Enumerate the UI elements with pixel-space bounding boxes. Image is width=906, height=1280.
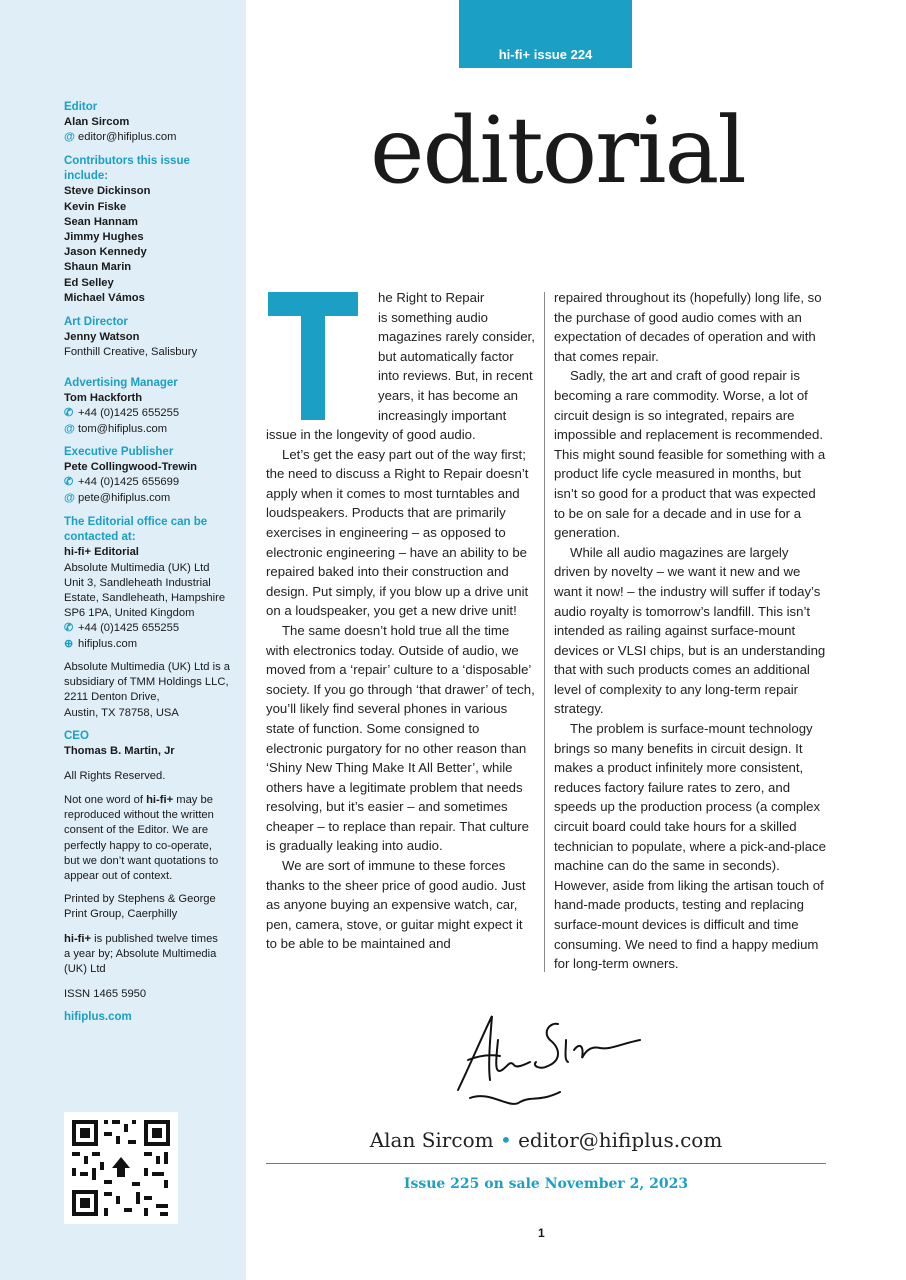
text-line: but automatically factor bbox=[378, 348, 514, 364]
qr-code[interactable] bbox=[64, 1112, 178, 1224]
notice-line: reproduced without the written bbox=[64, 809, 214, 822]
editor-sign-name: Alan Sircom bbox=[369, 1128, 494, 1152]
handwritten-signature bbox=[450, 1010, 650, 1125]
notice-line: may be bbox=[173, 794, 213, 806]
paragraph: issue in the longevity of good audio. bbox=[266, 427, 476, 442]
office-address-line: Estate, Sandleheath, Hampshire bbox=[64, 592, 226, 605]
advertising-block bbox=[64, 376, 239, 437]
page-number: 1 bbox=[538, 1226, 545, 1240]
subsidiary-line: Austin, TX 78758, USA bbox=[64, 706, 179, 719]
advertising-heading: Advertising Manager bbox=[64, 377, 178, 389]
editor-name: Alan Sircom bbox=[64, 116, 130, 129]
phone-icon: ✆ bbox=[64, 407, 74, 420]
art-director-org: Fonthill Creative, Salisbury bbox=[64, 346, 198, 359]
executive-phone: +44 (0)1425 655699 bbox=[78, 476, 180, 489]
ceo-heading: CEO bbox=[64, 730, 89, 742]
office-phone: +44 (0)1425 655255 bbox=[78, 622, 180, 635]
phone-icon: ✆ bbox=[64, 622, 74, 635]
text-line: years, it has become an bbox=[378, 387, 519, 403]
phone-icon: ✆ bbox=[64, 476, 74, 489]
advertising-name: Tom Hackforth bbox=[64, 392, 143, 405]
printed-line: Printed by Stephens & George bbox=[64, 893, 216, 905]
editor-email[interactable]: editor@hifiplus.com bbox=[78, 131, 177, 144]
contributors-block bbox=[64, 154, 239, 306]
office-block bbox=[64, 515, 239, 652]
office-heading-2: contacted at: bbox=[64, 531, 136, 544]
office-heading: The Editorial office can be bbox=[64, 516, 208, 528]
column-1 bbox=[266, 425, 536, 954]
contributor-name: Ed Selley bbox=[64, 276, 114, 289]
editor-heading: Editor bbox=[64, 101, 98, 113]
subsidiary-line: 2211 Denton Drive, bbox=[64, 691, 160, 704]
contributor-name: Michael Vámos bbox=[64, 291, 145, 304]
text-line: magazines rarely consider, bbox=[378, 329, 535, 345]
contributor-name: Sean Hannam bbox=[64, 215, 138, 228]
dropcap-wrap-lines bbox=[378, 288, 543, 425]
contributors-heading: Contributors this issue bbox=[64, 155, 190, 167]
paragraph: We are sort of immune to these forces thanks to the sheer price of good audio. Just as anyone buying an expensive watch, car, pen, camera, stove, or guitar might expect it to be able to be maintained and bbox=[266, 858, 526, 952]
executive-heading: Executive Publisher bbox=[64, 446, 174, 458]
advertising-email[interactable]: tom@hifiplus.com bbox=[78, 422, 168, 435]
paragraph: Sadly, the art and craft of good repair is becoming a rare commodity. Worse, a lot of circuit design is so integrated, repairs are impossible and replacement is recommended. This might sound feasible for something with a product life cycle measured in months, but isn’t so good for a product that was expected to be on sale for a decade and in use for a generation. bbox=[554, 368, 826, 541]
office-web[interactable]: hifiplus.com bbox=[78, 637, 138, 650]
editor-sign-email[interactable]: editor@hifiplus.com bbox=[518, 1128, 723, 1152]
text-line: he Right to Repair bbox=[378, 290, 485, 305]
office-name: hi-fi+ Editorial bbox=[64, 546, 139, 559]
notice-line: Not one word of bbox=[64, 794, 147, 806]
text-line: is something audio bbox=[378, 309, 488, 325]
brand-name: hi-fi+ bbox=[146, 794, 174, 806]
publisher-line: (UK) Ltd bbox=[64, 963, 106, 976]
executive-email[interactable]: pete@hifiplus.com bbox=[78, 491, 171, 504]
art-director-block bbox=[64, 315, 239, 361]
divider-rule bbox=[266, 1163, 826, 1164]
office-address-line: Unit 3, Sandleheath Industrial bbox=[64, 576, 211, 589]
globe-icon: ⊕ bbox=[64, 637, 74, 650]
sign-off bbox=[266, 1128, 826, 1152]
publisher-block bbox=[64, 932, 239, 978]
ceo-block bbox=[64, 729, 239, 759]
notice-line: but we don’t want quotations to bbox=[64, 854, 219, 867]
column-divider bbox=[544, 292, 545, 972]
office-address-line: SP6 1PA, United Kingdom bbox=[64, 607, 195, 620]
paragraph: repaired throughout its (hopefully) long life, so the purchase of good audio comes with an expectation of decades of operation and with that comes repair. bbox=[554, 290, 822, 364]
contributor-name: Kevin Fiske bbox=[64, 200, 127, 213]
publisher-line: is published twelve times bbox=[91, 933, 218, 945]
paragraph: The same doesn’t hold true all the time with electronics today. Outside of audio, we moved from a ‘repair’ culture to a ‘disposable’ society. If you go through ‘that drawer’ of tech, you’ll likely find several phones in various state of function. Some consigned to electronic purgatory for no other reason than ‘Shiny New Thing Make It All Better’, while others have a legitimate problem that needs resolving, but it’s easier – and sometimes cheaper – to replace than repair. That culture is gradually leaking into audio. bbox=[266, 622, 535, 854]
qr-code-graphic bbox=[64, 1112, 178, 1224]
text-line: into reviews. But, in recent bbox=[378, 368, 533, 384]
contributor-name: Shaun Marin bbox=[64, 261, 132, 274]
office-address-line: Absolute Multimedia (UK) Ltd bbox=[64, 561, 210, 574]
executive-publisher-block bbox=[64, 445, 239, 506]
executive-name: Pete Collingwood-Trewin bbox=[64, 461, 198, 474]
contributor-name: Jason Kennedy bbox=[64, 246, 147, 259]
drop-cap bbox=[268, 292, 358, 422]
notice-line: perfectly happy to co-operate, bbox=[64, 839, 213, 852]
separator-dot: • bbox=[499, 1128, 512, 1152]
notice-block bbox=[64, 793, 239, 884]
subsidiary-line: subsidiary of TMM Holdings LLC, bbox=[64, 676, 229, 689]
editor-block bbox=[64, 100, 239, 146]
issn-text bbox=[64, 987, 239, 1002]
web-link-block bbox=[64, 1010, 239, 1025]
printed-line: Print Group, Caerphilly bbox=[64, 908, 178, 921]
at-icon: @ bbox=[64, 491, 75, 504]
column-2 bbox=[554, 288, 826, 974]
rights-line: All Rights Reserved. bbox=[64, 770, 166, 782]
ceo-name: Thomas B. Martin, Jr bbox=[64, 745, 175, 758]
at-icon: @ bbox=[64, 422, 75, 435]
rights-text bbox=[64, 769, 239, 784]
issue-label: hi-fi+ issue 224 bbox=[498, 47, 593, 62]
art-director-heading: Art Director bbox=[64, 316, 128, 328]
subsidiary-block bbox=[64, 660, 239, 721]
paragraph: The problem is surface-mount technology brings so many benefits in circuit design. It makes a product infinitely more consistent, reduces factory failure rates to zero, and speeds up the production process (a complex circuit board could take hours for a skilled technician to populate, where a pick-and-place machine can do the same in seconds). However, aside from liking the artisan touch of hand-made products, testing and replacing surface-mount devices is difficult and time consuming. We need to find a happy medium for long-term owners. bbox=[554, 721, 826, 972]
paragraph: While all audio magazines are largely driven by novelty – we want it new and we want it now! – the industry will suffer if today’s audio royalty is tomorrow’s landfill. This isn’t intended as railing against surface-mount devices or VLSI chips, but is an understanding that with such products comes an additional level of complexity to any long-term repair strategy. bbox=[554, 544, 826, 717]
art-director-name: Jenny Watson bbox=[64, 331, 140, 344]
at-icon: @ bbox=[64, 131, 75, 144]
subsidiary-line: Absolute Multimedia (UK) Ltd is a bbox=[64, 661, 231, 673]
web-link[interactable]: hifiplus.com bbox=[64, 1011, 132, 1023]
contributors-heading-2: include: bbox=[64, 170, 109, 183]
issue-tab bbox=[459, 0, 632, 68]
next-issue-notice: Issue 225 on sale November 2, 2023 bbox=[403, 1176, 689, 1192]
printed-block bbox=[64, 892, 239, 922]
contributor-name: Jimmy Hughes bbox=[64, 231, 144, 244]
contributor-name: Steve Dickinson bbox=[64, 185, 151, 198]
brand-name: hi-fi+ bbox=[64, 933, 92, 945]
notice-line: appear out of context. bbox=[64, 870, 173, 883]
text-line: increasingly important bbox=[378, 407, 507, 423]
notice-line: consent of the Editor. We are bbox=[64, 824, 209, 837]
paragraph: Let’s get the easy part out of the way first; the need to discuss a Right to Repair doesn’t apply when it comes to most turntables and loudspeakers. Products that are primarily exercises in engineering – as opposed to electronic engineering – have an ability to be repaired baked into their construction and design. Put simply, if you blow up a drive unit on a loudspeaker, you get a new drive unit! bbox=[266, 446, 529, 619]
advertising-phone: +44 (0)1425 655255 bbox=[78, 407, 180, 420]
page-title: editorial bbox=[370, 97, 745, 204]
issn-line: ISSN 1465 5950 bbox=[64, 988, 147, 1000]
publisher-line: a year by; Absolute Multimedia bbox=[64, 948, 217, 961]
